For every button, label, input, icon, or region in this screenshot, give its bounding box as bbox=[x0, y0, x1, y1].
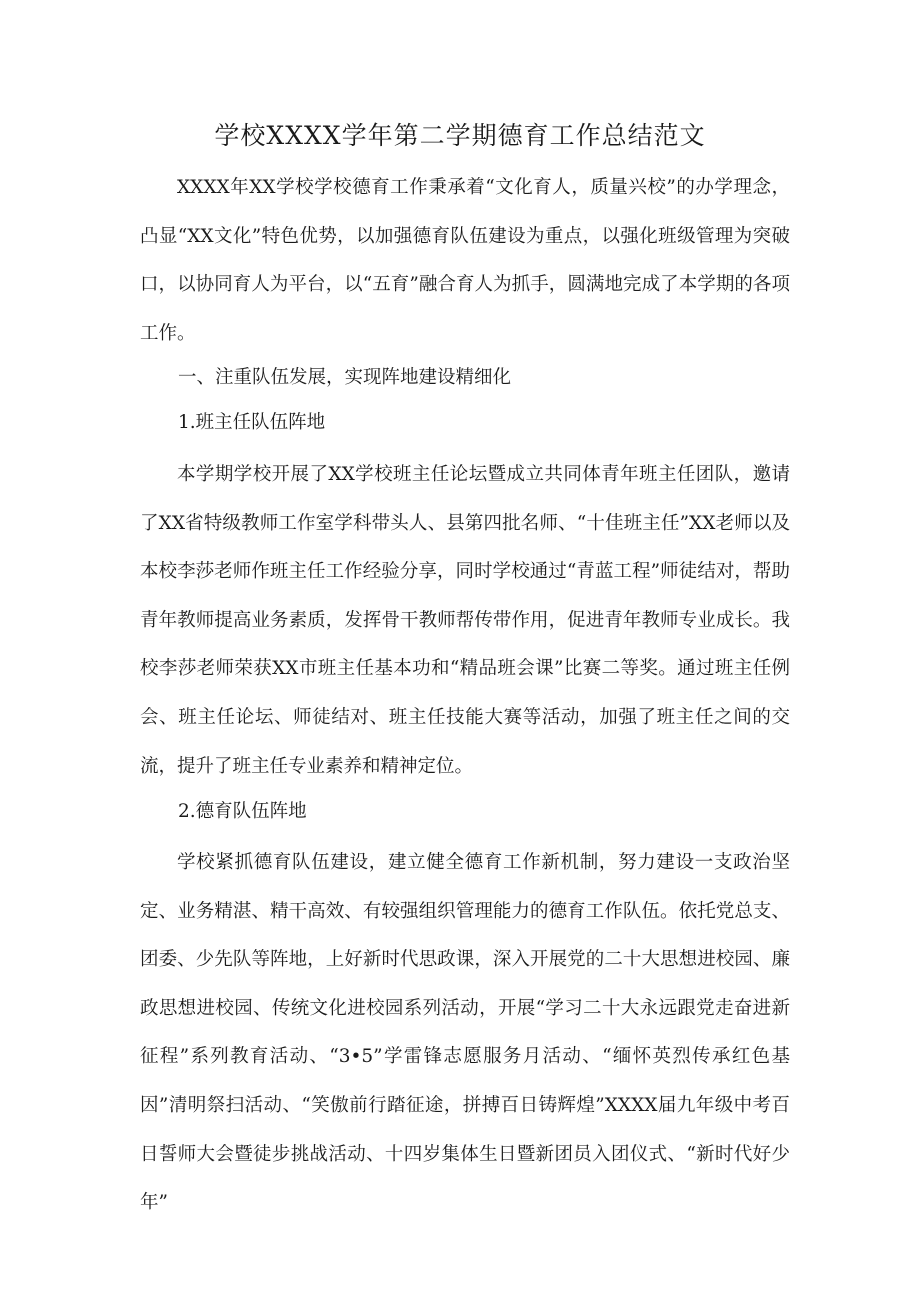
section-heading-1: 一、注重队伍发展，实现阵地建设精细化 bbox=[178, 367, 512, 388]
subsection-heading-1: 1.班主任队伍阵地 bbox=[178, 412, 326, 433]
subsection-heading-2: 2.德育队伍阵地 bbox=[178, 801, 307, 822]
document-title: 学校XXXX学年第二学期德育工作总结范文 bbox=[214, 121, 706, 150]
subsection-paragraph-2: 学校紧抓德育队伍建设，建立健全德育工作新机制，努力建设一支政治坚定、业务精湛、精干高效、有较强组织管理能力的德育工作队伍。依托党总支、团委、少先队等阵地，上好新时代思政课，深入开展党的二十大思想进校园、廉政思想进校园、传统文化进校园系列活动，开展“学习二十大永远跟党走奋进新征程”系列教育活动、“3•5”学雷锋志愿服务月活动、“缅怀英烈传承红色基因”清明祭扫活动、“笑傲前行踏征途，拼搏百日铸辉煌”XXXX届九年级中考百日誓师大会暨徒步挑战活动、十四岁集体生日暨新团员入团仪式、“新时代好少年” bbox=[140, 852, 790, 1214]
subsection-paragraph-1: 本学期学校开展了XX学校班主任论坛暨成立共同体青年班主任团队，邀请了XX省特级教师工作室学科带头人、县第四批名师、“十佳班主任”XX老师以及本校李莎老师作班主任工作经验分享，同时学校通过“青蓝工程”师徒结对，帮助青年教师提高业务素质，发挥骨干教师帮传带作用，促进青年教师专业成长。我校李莎老师荣获XX市班主任基本功和“精品班会课”比赛二等奖。通过班主任例会、班主任论坛、师徒结对、班主任技能大赛等活动，加强了班主任之间的交流，提升了班主任专业素养和精神定位。 bbox=[140, 464, 790, 777]
intro-paragraph: XXXX年XX学校学校德育工作秉承着“文化育人，质量兴校”的办学理念，凸显“XX文化”特色优势，以加强德育队伍建设为重点，以强化班级管理为突破口，以协同育人为平台，以“五育”融合育人为抓手，圆满地完成了本学期的各项工作。 bbox=[140, 177, 790, 344]
